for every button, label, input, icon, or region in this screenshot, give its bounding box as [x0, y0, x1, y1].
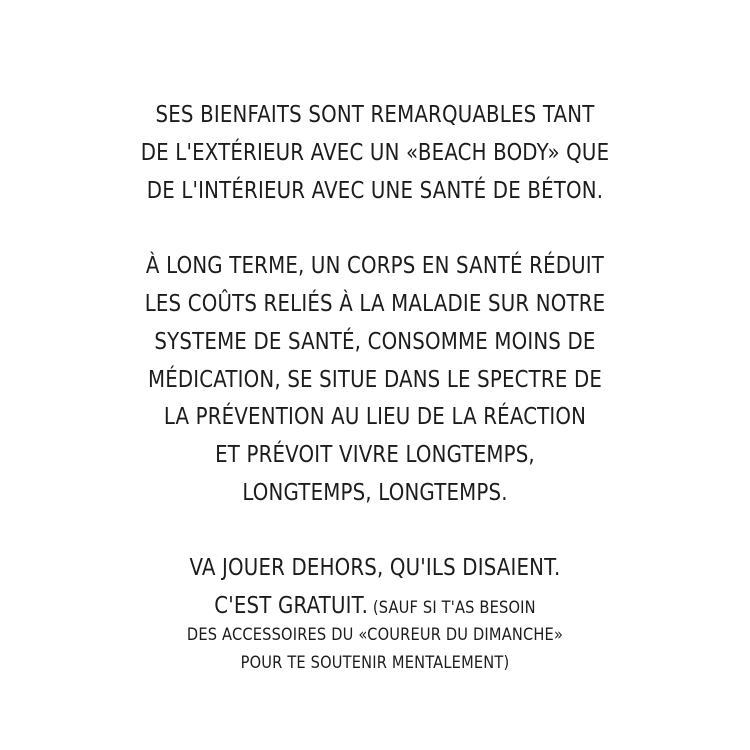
text-line: DE L'INTÉRIEUR AVEC UNE SANTÉ DE BÉTON. [146, 178, 604, 204]
text-line: DE L'EXTÉRIEUR AVEC UN «BEACH BODY» QUE [140, 140, 610, 166]
text-line: SYSTEME DE SANTÉ, CONSOMME MOINS DE [154, 329, 596, 355]
text-line: VA JOUER DEHORS, QU'ILS DISAIENT. [189, 555, 561, 581]
text-line: MÉDICATION, SE SITUE DANS LE SPECTRE DE [147, 367, 603, 393]
text-line-mixed [53, 592, 698, 622]
text-line: LA PRÉVENTION AU LIEU DE LA RÉACTION [163, 404, 587, 430]
text-line: LONGTEMPS, LONGTEMPS. [242, 480, 508, 506]
text-line: LES COÛTS RELIÉS À LA MALADIE SUR NOTRE [144, 291, 606, 317]
text-line: DES ACCESSOIRES DU «COUREUR DU DIMANCHE» [186, 625, 564, 645]
gratuit-text: C'EST GRATUIT. [214, 593, 369, 619]
aside-text: (SAUF SI T'AS BESOIN [368, 598, 536, 618]
text-line: À LONG TERME, UN CORPS EN SANTÉ RÉDUIT [145, 253, 605, 279]
text-line: POUR TE SOUTENIR MENTALEMENT) [240, 653, 510, 673]
text-line: ET PRÉVOIT VIVRE LONGTEMPS, [215, 442, 535, 468]
text-line: SES BIENFAITS SONT REMARQUABLES TANT [155, 102, 595, 128]
